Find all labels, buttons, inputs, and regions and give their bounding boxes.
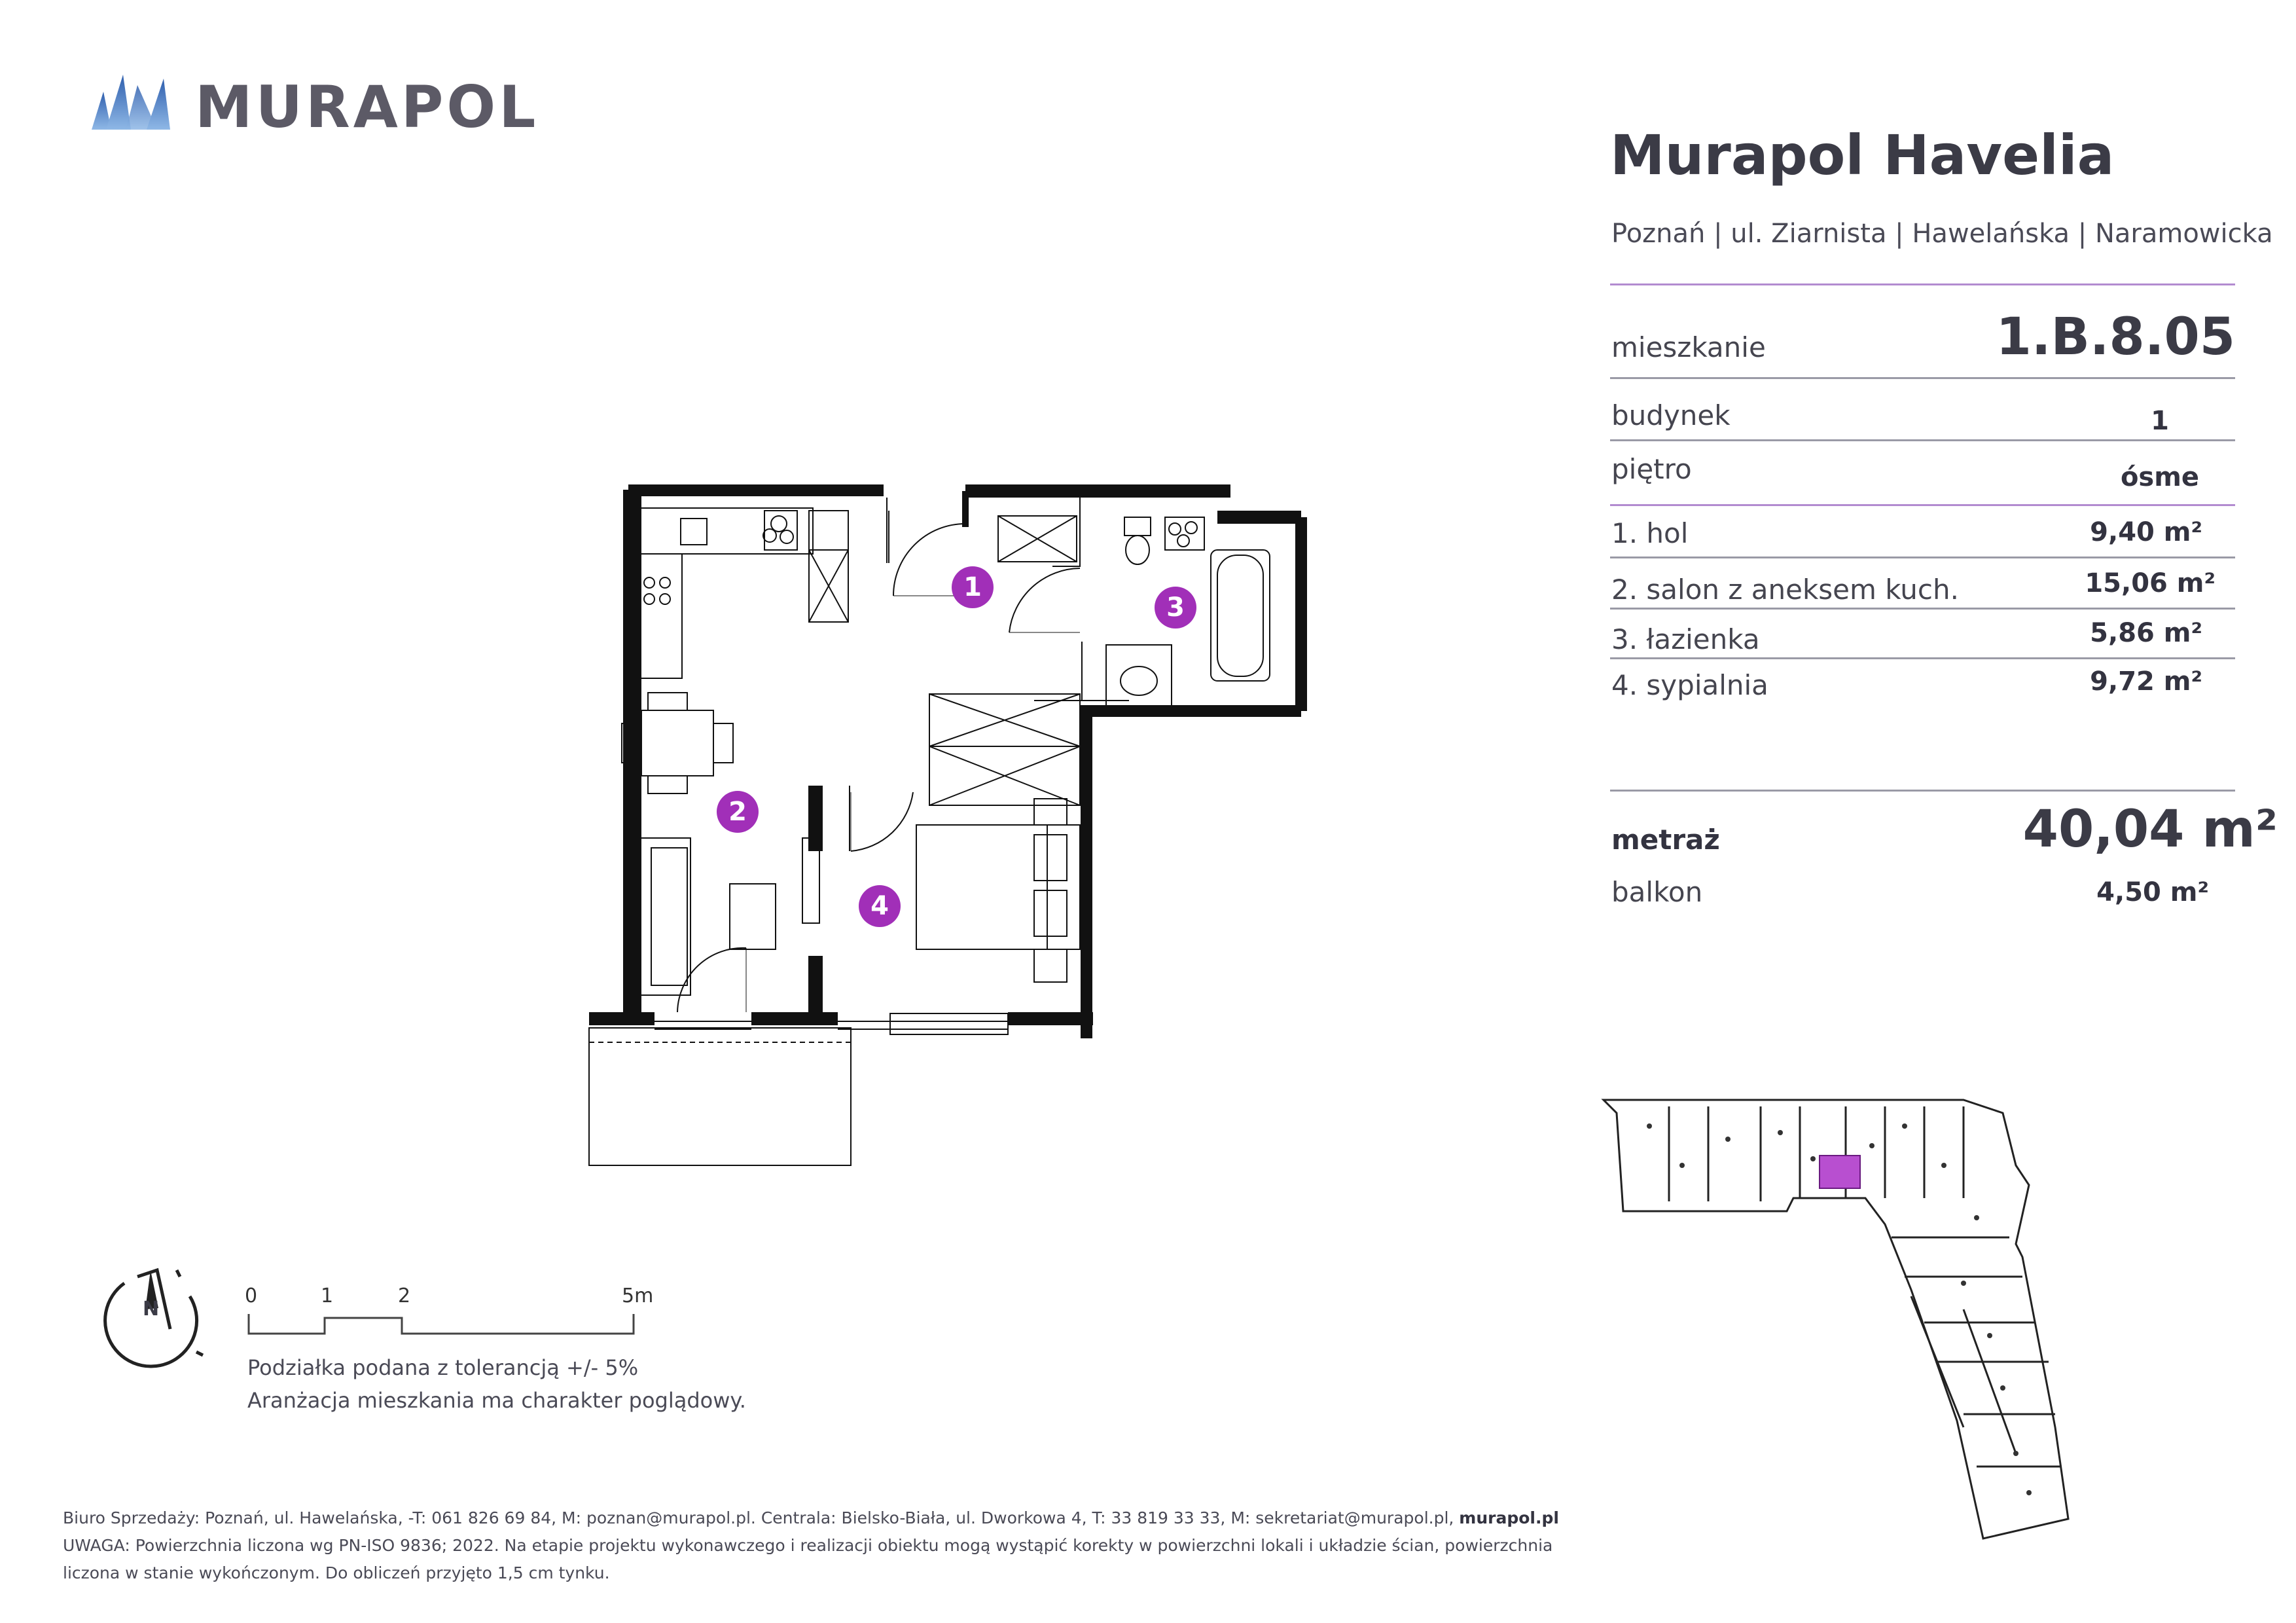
floor-plan <box>576 484 1322 1178</box>
scale-label: 1 <box>321 1285 334 1307</box>
divider <box>1610 608 2235 610</box>
divider <box>1610 657 2235 659</box>
divider <box>1610 283 2235 285</box>
room-area: 15,06 m² <box>2085 568 2215 598</box>
scale-label: 0 <box>245 1285 258 1307</box>
room-marker-hol: 1 <box>952 566 994 608</box>
brand-name: MURAPOL <box>195 73 539 141</box>
balkon-label: balkon <box>1611 876 1703 908</box>
room-area: 5,86 m² <box>2090 618 2202 648</box>
footer-contact-text: Biuro Sprzedaży: Poznań, ul. Hawelańska, -T: 061 826 69 84, M: poznan@murapol.pl. Centrala: Bielsko-Biała, ul. Dworkowa 4, T: 33 819 33 33, M: sekretariat@murapol.pl, <box>63 1508 1454 1527</box>
footer-contact <box>63 1504 1559 1532</box>
floor-label: piętro <box>1611 453 1692 485</box>
room-area: 9,40 m² <box>2090 517 2202 547</box>
footer-site-link[interactable]: murapol.pl <box>1459 1508 1559 1527</box>
floor-value: ósme <box>2120 462 2200 492</box>
note-arrangement: Aranżacja mieszkania ma charakter poglądowy. <box>247 1388 746 1413</box>
project-title: Murapol Havelia <box>1610 123 2115 187</box>
metraz-label: metraż <box>1611 824 1720 856</box>
murapol-logo-icon <box>92 72 177 131</box>
divider <box>1610 556 2235 558</box>
project-address: Poznań | ul. Ziarnista | Hawelańska | Naramowicka <box>1611 219 2273 249</box>
room-marker-sypialnia: 4 <box>859 885 901 927</box>
room-area: 9,72 m² <box>2090 666 2202 697</box>
room-marker-salon: 2 <box>717 791 759 833</box>
apartment-number: 1.B.8.05 <box>1996 308 2235 367</box>
compass-label: N <box>143 1298 160 1321</box>
divider <box>1610 439 2235 441</box>
divider <box>1610 377 2235 379</box>
scale-bar <box>247 1313 640 1345</box>
divider <box>1610 504 2235 506</box>
note-tolerance: Podziałka podana z tolerancją +/- 5% <box>247 1355 639 1380</box>
scale-label: 2 <box>398 1285 411 1307</box>
building-key-plan <box>1597 1087 2121 1558</box>
room-label: 4. sypialnia <box>1611 669 1768 701</box>
scale-label: 5m <box>622 1285 654 1307</box>
apartment-label: mieszkanie <box>1611 331 1766 363</box>
building-label: budynek <box>1611 399 1731 431</box>
room-label: 1. hol <box>1611 517 1689 549</box>
room-label: 3. łazienka <box>1611 623 1760 655</box>
balkon-value: 4,50 m² <box>2096 877 2209 907</box>
footer-note: liczona w stanie wykończonym. Do obliczeń przyjęto 1,5 cm tynku. <box>63 1563 610 1582</box>
footer-note: UWAGA: Powierzchnia liczona wg PN-ISO 9836; 2022. Na etapie projektu wykonawczego i realizacji obiektu mogą wystąpić korekty w powierzchni lokali i układzie ścian, powierzchnia <box>63 1536 1553 1555</box>
room-label: 2. salon z aneksem kuch. <box>1611 574 1959 606</box>
metraz-value: 40,04 m² <box>2022 800 2278 859</box>
building-value: 1 <box>2151 406 2169 436</box>
divider <box>1610 790 2235 792</box>
room-marker-lazienka: 3 <box>1155 587 1196 629</box>
